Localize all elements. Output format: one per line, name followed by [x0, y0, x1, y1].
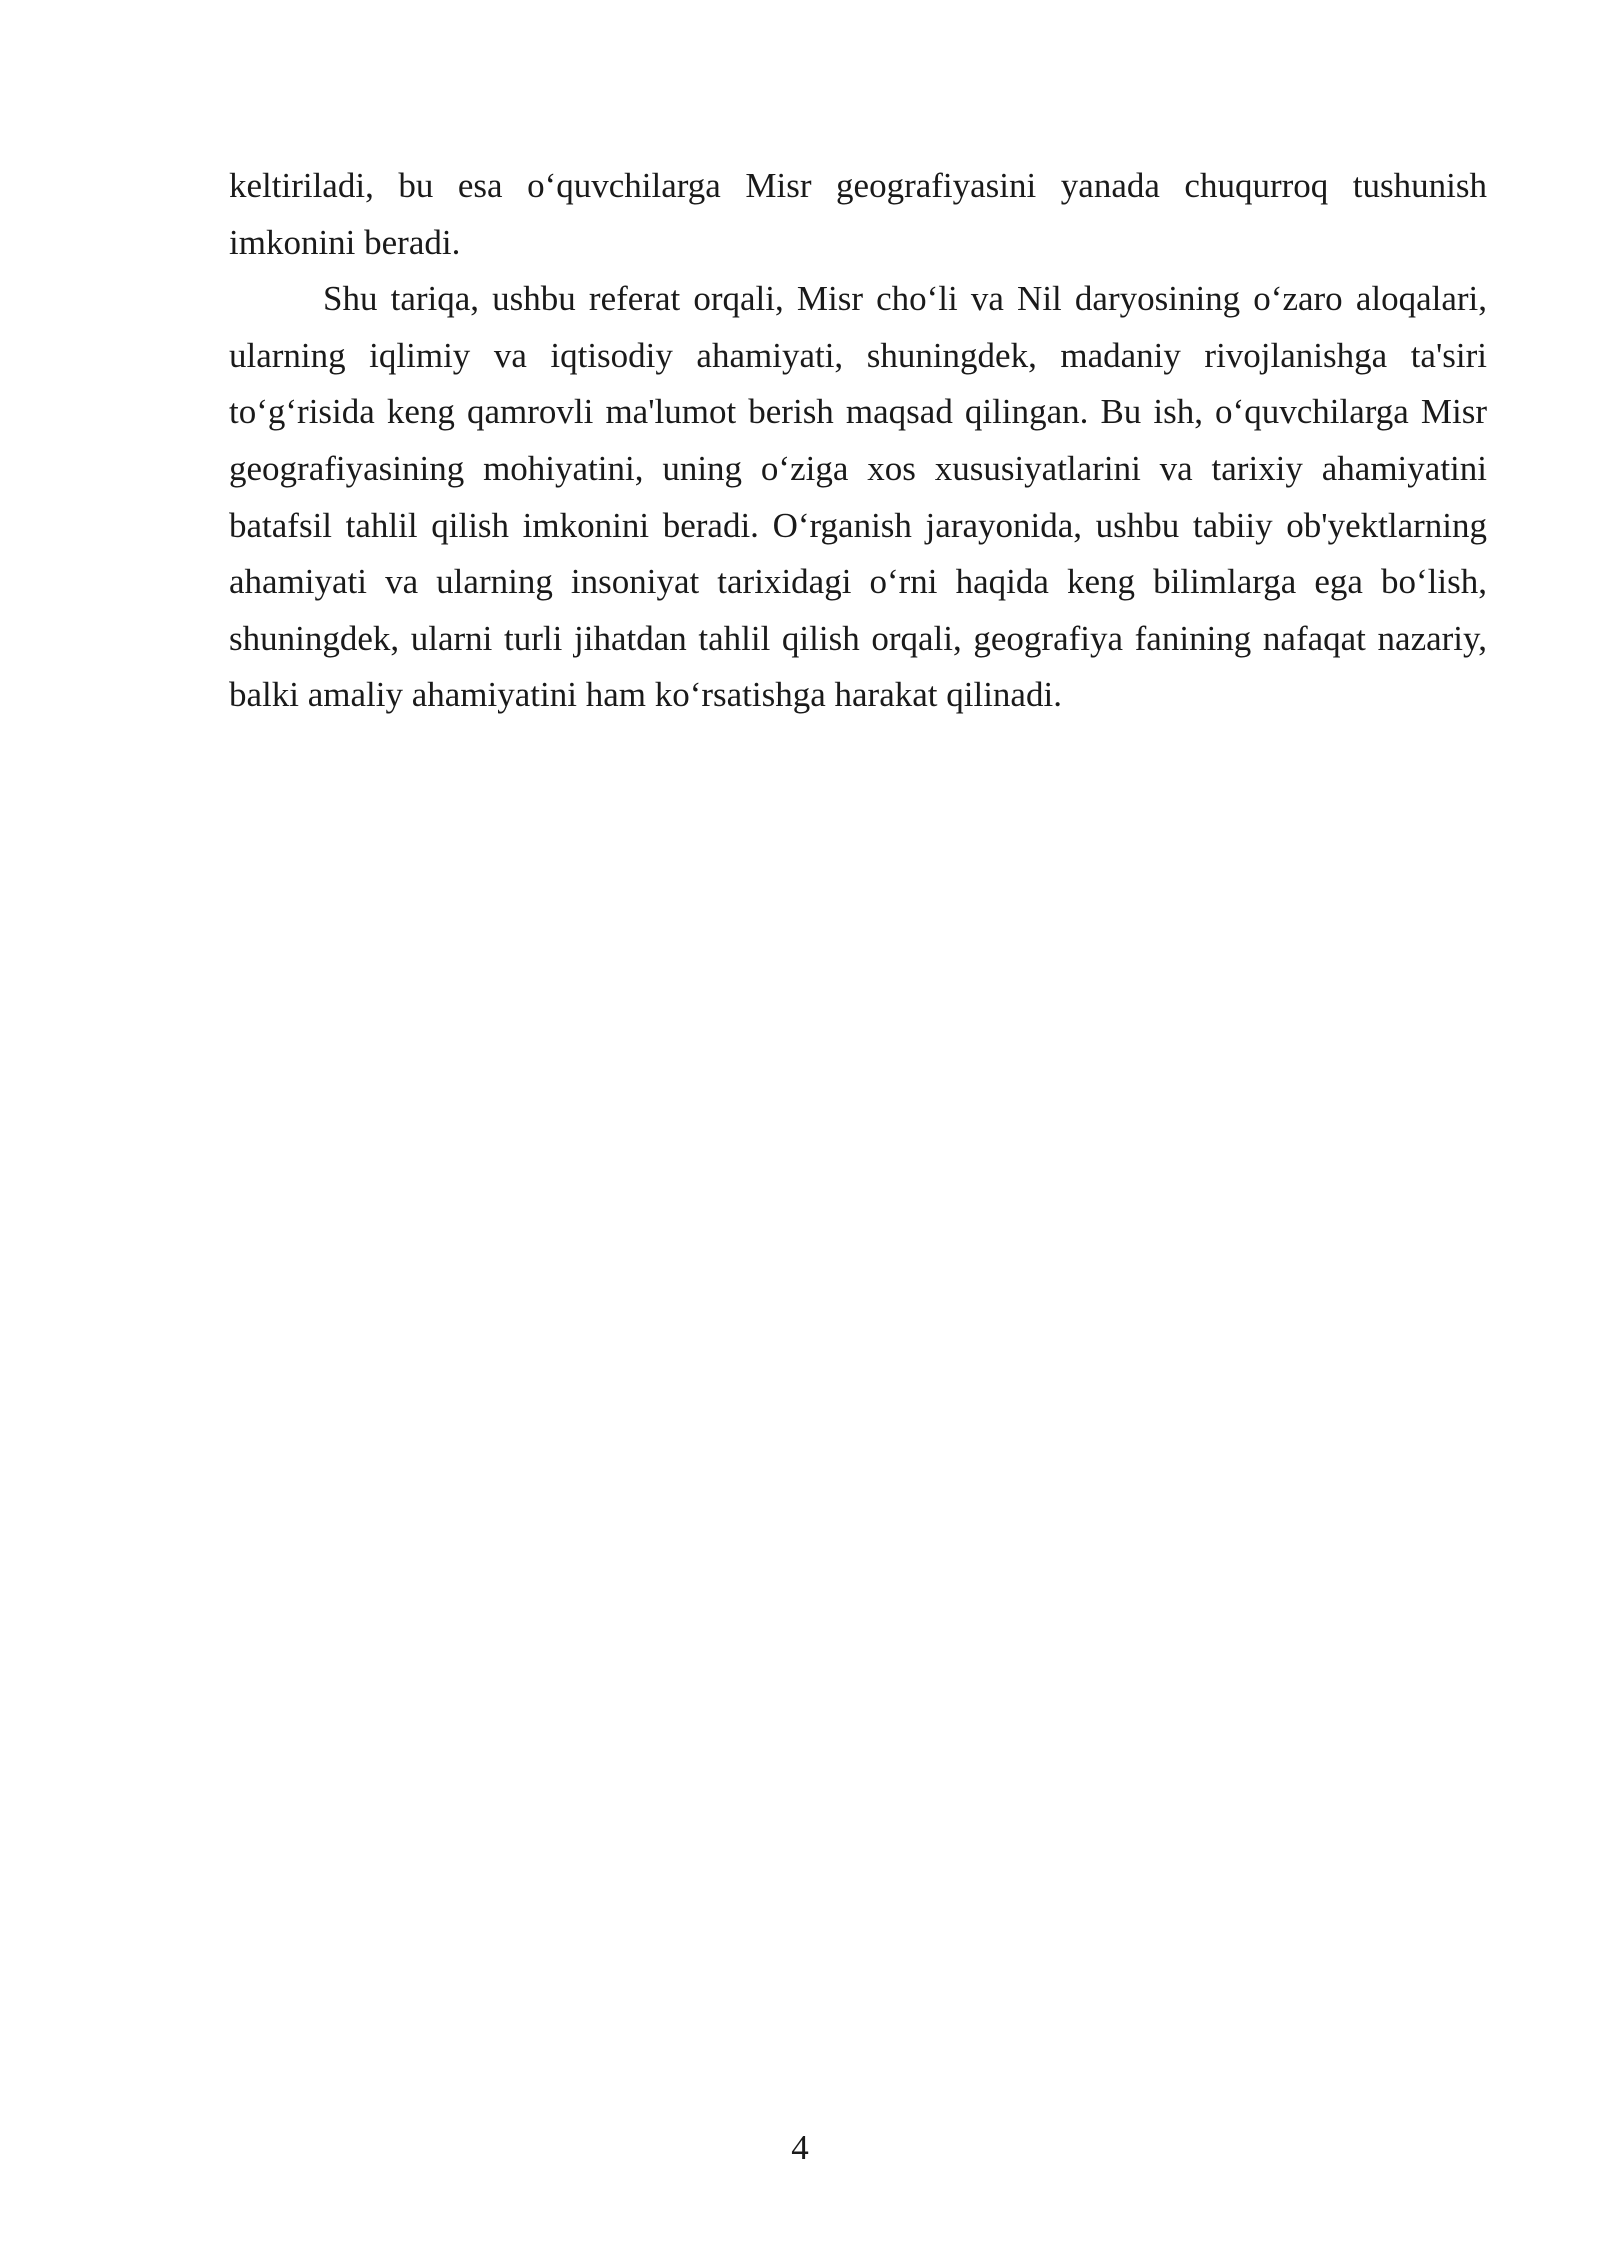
- paragraph-summary: Shu tariqa, ushbu referat orqali, Misr cho‘li va Nil daryosining o‘zaro aloqalari, ularning iqlimiy va iqtisodiy ahamiyati, shuningdek, madaniy rivojlanishga ta'siri to‘g‘risida keng qamrovli ma'lumot berish maqsad qilingan. Bu ish, o‘quvchilarga Misr geografiyasining mohiyatini, uning o‘ziga xos xususiyatlarini va tarixiy ahamiyatini batafsil tahlil qilish imkonini beradi. O‘rganish jarayonida, ushbu tabiiy ob'yektlarning ahamiyati va ularning insoniyat tarixidagi o‘rni haqida keng bilimlarga ega bo‘lish, shuningdek, ularni turli jihatdan tahlil qilish orqali, geografiya fanining nafaqat nazariy, balki amaliy ahamiyatini ham ko‘rsatishga harakat qilinadi.: [229, 279, 1487, 715]
- paragraph-continuation: keltiriladi, bu esa o‘quvchilarga Misr geografiyasini yanada chuqurroq tushunish imkonini beradi.: [229, 166, 1487, 262]
- page-number: 4: [791, 2128, 809, 2167]
- body-text: [229, 158, 1487, 724]
